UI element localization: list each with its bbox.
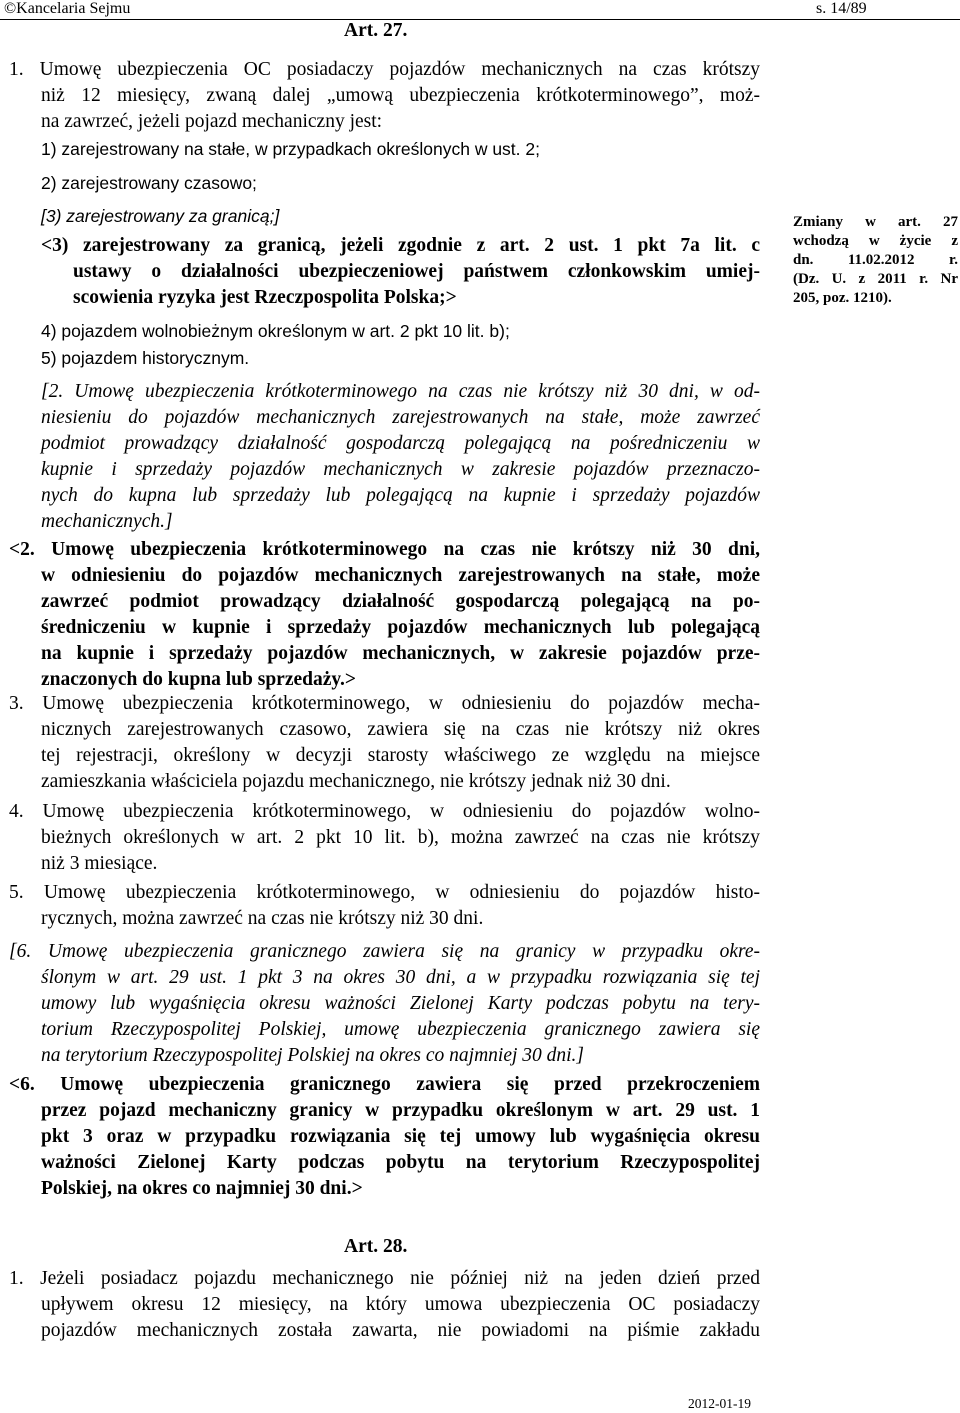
art27-p6-old-line: torium Rzeczypospolitej Polskiej, umowę ubezpieczenia granicznego zawiera się — [41, 1019, 760, 1040]
art27-p3-line: nicznych zarejestrowanych czasowo, zawiera się na czas nie krótszy niż okres — [41, 719, 760, 740]
publisher-label: ©Kancelaria Sejmu — [4, 0, 131, 17]
art27-p2-old-line: podmiot prowadzący działalność gospodarczą polegającą na pośredniczeniu w — [41, 433, 760, 454]
art27-p2-new-line: średniczeniu w kupnie i sprzedaży pojazdów mechanicznych lub polegającą — [41, 617, 760, 638]
margin-note-line: 205, poz. 1210). — [793, 290, 892, 306]
art27-p2-new-line: w odniesieniu do pojazdów mechanicznych zarejestrowanych na stałe, może — [41, 565, 760, 586]
art27-item-3-new-line: <3) zarejestrowany za granicą, jeżeli zgodnie z art. 2 ust. 1 pkt 7a lit. c — [41, 235, 760, 256]
article-27-heading: Art. 27. — [344, 20, 408, 41]
art27-p6-new-line: przez pojazd mechaniczny granicy w przypadku określonym w art. 29 ust. 1 — [41, 1100, 760, 1121]
art27-p3-line: tej rejestracji, określony w decyzji starosty właściwego ze względu na miejsce — [41, 745, 760, 766]
art27-p6-old-line: ślonym w art. 29 ust. 1 pkt 3 na okres 30 dni, a w przypadku rozwiązania się tej — [41, 967, 760, 988]
art27-p2-new-line: znaczonych do kupna lub sprzedaży.> — [41, 669, 357, 690]
art27-p6-new-line: ważności Zielonej Karty podczas pobytu na terytorium Rzeczypospolitej — [41, 1152, 760, 1173]
art28-p1-line: 1. Jeżeli posiadacz pojazdu mechanicznego nie później niż na jeden dzień przed — [9, 1268, 760, 1289]
art27-p2-old-line: niesieniu do pojazdów mechanicznych zarejestrowanych na stałe, może zawrzeć — [41, 407, 760, 428]
art27-p5-line: 5. Umowę ubezpieczenia krótkoterminowego, w odniesieniu do pojazdów histo- — [9, 882, 760, 903]
margin-note-line: dn. 11.02.2012 r. — [793, 252, 958, 268]
art27-p2-old-line: kupnie i sprzedaży pojazdów mechanicznych w zakresie pojazdów przeznaczo- — [41, 459, 760, 480]
art28-p1-line: upływem okresu 12 miesięcy, na który umowa ubezpieczenia OC posiadaczy — [41, 1294, 760, 1315]
art27-p1-line: niż 12 miesięcy, zwaną dalej „umową ubezpieczenia krótkoterminowego”, moż- — [41, 85, 760, 106]
art27-p6-old-line: [6. Umowę ubezpieczenia granicznego zawiera się na granicy w przypadku okre- — [9, 941, 760, 962]
margin-note-line: (Dz. U. z 2011 r. Nr — [793, 271, 958, 287]
art27-item-3-old: [3) zarejestrowany za granicą;] — [41, 206, 280, 226]
margin-note — [793, 213, 958, 308]
art27-p4-line: 4. Umowę ubezpieczenia krótkoterminowego, w odniesieniu do pojazdów wolno- — [9, 801, 760, 822]
art27-p1-line: 1. Umowę ubezpieczenia OC posiadaczy pojazdów mechanicznych na czas krótszy — [9, 59, 760, 80]
article-28-heading: Art. 28. — [344, 1236, 408, 1257]
art28-p1-line: pojazdów mechanicznych została zawarta, nie powiadomi na piśmie zakładu — [41, 1320, 760, 1341]
page-number: s. 14/89 — [816, 0, 867, 17]
art27-p6-old-line: umowy lub wygaśnięcia okresu ważności Zielonej Karty podczas pobytu na tery- — [41, 993, 760, 1014]
art27-p4-line: bieżnych określonych w art. 2 pkt 10 lit. b), można zawrzeć na czas nie krótszy — [41, 827, 760, 848]
art27-p6-old-line: na terytorium Rzeczypospolitej Polskiej na okres co najmniej 30 dni.] — [41, 1045, 585, 1066]
art27-p6-new-line: Polskiej, na okres co najmniej 30 dni.> — [41, 1178, 363, 1199]
art27-p1-line: na zawrzeć, jeżeli pojazd mechaniczny jest: — [41, 111, 383, 132]
art27-p2-old-line: nych do kupna lub sprzedaży lub polegającą na kupnie i sprzedaży pojazdów — [41, 485, 760, 506]
header-rule — [0, 19, 960, 20]
art27-p3-line: zamieszkania właściciela pojazdu mechanicznego, nie krótszy jednak niż 30 dni. — [41, 771, 671, 792]
art27-p2-new-line: na kupnie i sprzedaży pojazdów mechanicznych, w zakresie pojazdów prze- — [41, 643, 760, 664]
art27-item-2: 2) zarejestrowany czasowo; — [41, 173, 257, 193]
art27-item-5: 5) pojazdem historycznym. — [41, 348, 250, 368]
document-date: 2012-01-19 — [688, 1396, 751, 1411]
art27-p6-new-line: pkt 3 oraz w przypadku rozwiązania się tej umowy lub wygaśnięcia okresu — [41, 1126, 760, 1147]
art27-item-3-new-line: ustawy o działalności ubezpieczeniowej państwem członkowskim umiej- — [73, 261, 760, 282]
art27-p2-old-line: mechanicznych.] — [41, 511, 173, 532]
art27-item-4: 4) pojazdem wolnobieżnym określonym w art. 2 pkt 10 lit. b); — [41, 321, 510, 341]
art27-p5-line: rycznych, można zawrzeć na czas nie krótszy niż 30 dni. — [41, 908, 484, 929]
art27-p4-line: niż 3 miesiące. — [41, 853, 158, 874]
margin-note-line: wchodzą w życie z — [793, 233, 958, 249]
art27-p2-new-line: <2. Umowę ubezpieczenia krótkoterminowego na czas nie krótszy niż 30 dni, — [9, 539, 760, 560]
art27-item-3-new-line: scowienia ryzyka jest Rzeczpospolita Polska;> — [73, 287, 457, 308]
margin-note-line: Zmiany w art. 27 — [793, 214, 958, 230]
art27-p2-old-line: [2. Umowę ubezpieczenia krótkoterminowego na czas nie krótszy niż 30 dni, w od- — [41, 381, 760, 402]
art27-p6-new-line: <6. Umowę ubezpieczenia granicznego zawiera się przed przekroczeniem — [9, 1074, 760, 1095]
art27-p3-line: 3. Umowę ubezpieczenia krótkoterminowego, w odniesieniu do pojazdów mecha- — [9, 693, 760, 714]
art27-item-1: 1) zarejestrowany na stałe, w przypadkach określonych w ust. 2; — [41, 139, 540, 159]
art27-p2-new-line: zawrzeć podmiot prowadzący działalność gospodarczą polegającą na po- — [41, 591, 760, 612]
